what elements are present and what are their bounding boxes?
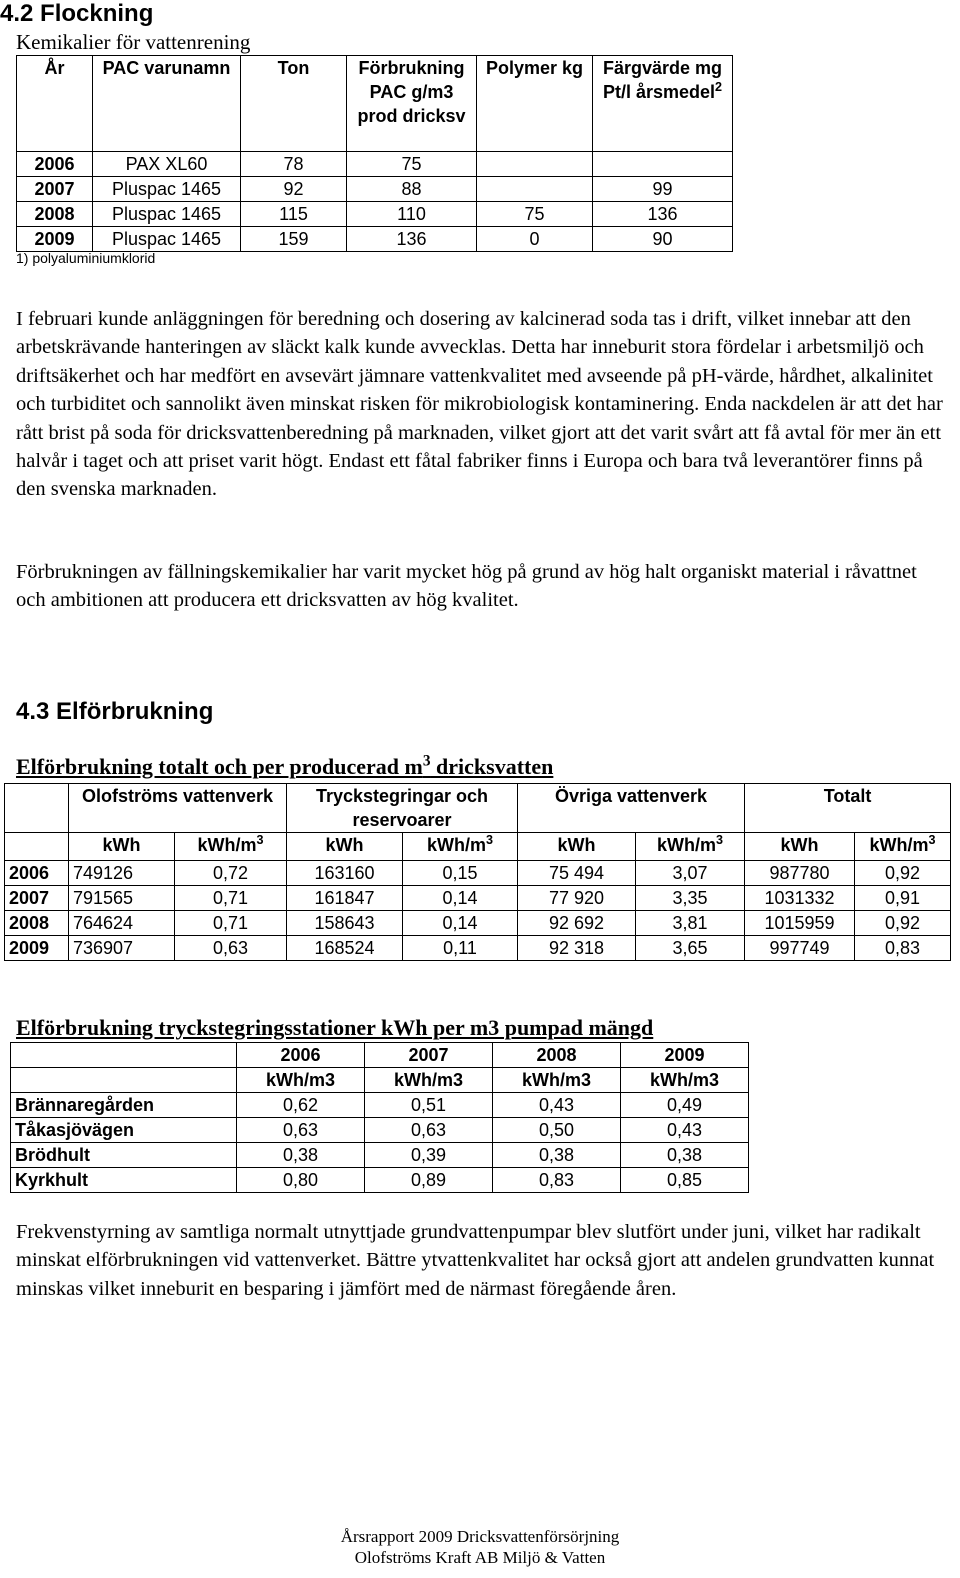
- section-heading-4-3: 4.3 Elförbrukning: [16, 698, 214, 725]
- table-cell: 0,85: [621, 1168, 749, 1193]
- table-cell: 791565: [69, 886, 175, 911]
- year-header: 2009: [621, 1043, 749, 1068]
- table-row: [11, 1168, 749, 1193]
- table-cell: 1031332: [745, 886, 855, 911]
- group-header-other-plants: Övriga vattenverk: [518, 784, 745, 833]
- station-name: Brödhult: [11, 1143, 237, 1168]
- table-cell: Pluspac 1465: [93, 227, 241, 252]
- footer-line-2: Olofströms Kraft AB Miljö & Vatten: [354, 1548, 606, 1567]
- table-cell: 0,71: [175, 886, 287, 911]
- station-name: Brännaregården: [11, 1093, 237, 1118]
- table-cell: 2008: [5, 911, 69, 936]
- table-cell: 2006: [5, 861, 69, 886]
- table-row: [17, 152, 733, 177]
- table-cell: 0,92: [855, 911, 951, 936]
- table-cell: 136: [347, 227, 477, 252]
- table-cell: 0,63: [237, 1118, 365, 1143]
- table-cell: 0,14: [403, 911, 518, 936]
- table-cell: 75: [347, 152, 477, 177]
- chemicals-table-header: [17, 56, 733, 152]
- energy-unit-spacer: [5, 833, 69, 861]
- table-cell: 90: [593, 227, 733, 252]
- table-row: [11, 1118, 749, 1143]
- energy-table: [4, 783, 951, 961]
- energy-table-group-header: [5, 784, 951, 833]
- table-cell: 2007: [17, 177, 93, 202]
- unit-kwh: kWh: [69, 833, 175, 861]
- table-cell: Pluspac 1465: [93, 177, 241, 202]
- unit-superscript: 3: [256, 833, 264, 847]
- table-cell: 0,50: [493, 1118, 621, 1143]
- table-cell: 0,38: [621, 1143, 749, 1168]
- table-row: [5, 861, 951, 886]
- unit-superscript: 3: [928, 833, 936, 847]
- colour-value-label: Färgvärde mg Pt/l årsmedel: [602, 58, 723, 102]
- table-cell: [477, 177, 593, 202]
- energy-table-unit-header: [5, 833, 951, 861]
- table-cell: 88: [347, 177, 477, 202]
- pump-station-header: [11, 1043, 237, 1068]
- table-cell: PAX XL60: [93, 152, 241, 177]
- table-row: [11, 1093, 749, 1118]
- table-cell: Pluspac 1465: [93, 202, 241, 227]
- unit-header: kWh/m3: [365, 1068, 493, 1093]
- table-cell: 158643: [287, 911, 403, 936]
- table-cell: 2007: [5, 886, 69, 911]
- frequency-control-paragraph: Frekvenstyrning av samtliga normalt utnyttjade grundvattenpumpar blev slutfört under juni, vilket har radikalt minskat elförbrukningen vid vattenverket. Bättre ytvattenkvalitet har också gjort att andelen grundvatten kunnat minskas vilket inneburit en besparing i jämfört med de närmast föregående åren.: [16, 1221, 935, 1300]
- unit-kwh: kWh: [518, 833, 636, 861]
- unit-kwh-per-m3: [403, 833, 518, 861]
- table-cell: 0,39: [365, 1143, 493, 1168]
- chemicals-subtitle: Kemikalier för vattenrening: [16, 30, 251, 54]
- table-cell: 161847: [287, 886, 403, 911]
- unit-header: kWh/m3: [493, 1068, 621, 1093]
- table-cell: 92: [241, 177, 347, 202]
- chemicals-footnote: 1) polyaluminiumklorid: [16, 250, 156, 266]
- table-cell: 75: [477, 202, 593, 227]
- colour-value-footnote-mark: 2: [715, 80, 723, 94]
- table-cell: 987780: [745, 861, 855, 886]
- group-header-olofstrom: Olofströms vattenverk: [69, 784, 287, 833]
- unit-kwh-per-m-text: kWh/m: [657, 835, 717, 855]
- pump-table-unit-header: [11, 1068, 749, 1093]
- table-cell: [593, 152, 733, 177]
- footer-line-1: Årsrapport 2009 Dricksvattenförsörjning: [340, 1527, 620, 1546]
- table-cell: 0,72: [175, 861, 287, 886]
- table-cell: 2009: [5, 936, 69, 961]
- table-cell: 736907: [69, 936, 175, 961]
- table-cell: 997749: [745, 936, 855, 961]
- year-header: 2007: [365, 1043, 493, 1068]
- table-cell: 0,38: [237, 1143, 365, 1168]
- pump-table-title: [16, 1015, 653, 1041]
- table-cell: 0,43: [493, 1093, 621, 1118]
- unit-kwh: kWh: [287, 833, 403, 861]
- table-row: [11, 1143, 749, 1168]
- table-cell: 136: [593, 202, 733, 227]
- table-cell: 2008: [17, 202, 93, 227]
- energy-table-title-end: dricksvatten: [430, 754, 554, 779]
- table-cell: 3,07: [636, 861, 745, 886]
- table-cell: 0,14: [403, 886, 518, 911]
- table-row: [5, 911, 951, 936]
- table-cell: 764624: [69, 911, 175, 936]
- table-cell: 3,65: [636, 936, 745, 961]
- col-header-pac-consumption: Förbrukning PAC g/m3 prod dricksv: [347, 56, 477, 152]
- table-cell: 2006: [17, 152, 93, 177]
- table-cell: 78: [241, 152, 347, 177]
- unit-kwh-per-m3: [855, 833, 951, 861]
- table-cell: [477, 152, 593, 177]
- energy-table-title-superscript: 3: [422, 752, 431, 770]
- table-cell: 3,81: [636, 911, 745, 936]
- table-row: [17, 202, 733, 227]
- table-cell: 0,43: [621, 1118, 749, 1143]
- table-cell: 0,49: [621, 1093, 749, 1118]
- pump-table-year-header: [11, 1043, 749, 1068]
- table-row: [5, 936, 951, 961]
- energy-year-header: [5, 784, 69, 833]
- table-cell: 0,63: [175, 936, 287, 961]
- col-header-year: År: [17, 56, 93, 152]
- unit-kwh-per-m-text: kWh/m: [427, 835, 487, 855]
- col-header-colour-value: [593, 56, 733, 152]
- table-cell: 115: [241, 202, 347, 227]
- pump-stations-table: [10, 1042, 749, 1193]
- chemicals-table: [16, 55, 733, 252]
- year-header: 2008: [493, 1043, 621, 1068]
- table-row: [17, 177, 733, 202]
- col-header-polymer: Polymer kg: [477, 56, 593, 152]
- table-cell: 0,15: [403, 861, 518, 886]
- station-name: Kyrkhult: [11, 1168, 237, 1193]
- table-cell: 0,83: [855, 936, 951, 961]
- unit-kwh-per-m-text: kWh/m: [197, 835, 257, 855]
- col-header-pac-name: PAC varunamn: [93, 56, 241, 152]
- pump-table-title-text: Elförbrukning tryckstegringsstationer kWh per m3 pumpad mängd: [16, 1015, 654, 1040]
- table-cell: 75 494: [518, 861, 636, 886]
- table-cell: 749126: [69, 861, 175, 886]
- table-cell: 0,63: [365, 1118, 493, 1143]
- table-cell: 163160: [287, 861, 403, 886]
- table-cell: 99: [593, 177, 733, 202]
- table-cell: 168524: [287, 936, 403, 961]
- table-cell: 77 920: [518, 886, 636, 911]
- table-cell: 0: [477, 227, 593, 252]
- unit-superscript: 3: [716, 833, 724, 847]
- soda-paragraph: I februari kunde anläggningen för beredning och dosering av kalcinerad soda tas i drift, vilket innebar att den arbetskrävande hanteringen av släckt kalk kunde avvecklas. Detta har inneburit stora fördelar i arbetsmiljö och driftsäkerhet och har medfört en avsevärt jämnare vattenkvalitet med avseende på pH-värde, hårdhet, alkalinitet och turbiditet och sannolikt även minskat risken för mikrobiologisk kontaminering. Enda nackdelen är att det har rått brist på soda för dricksvattenberedning på marknaden, vilket gjort att det varit svårt att få avtal för mer än ett halvår i taget och att priset varit högt. Endast ett fåtal fabriker finns i Europa och bara två leverantörer finns på den svenska marknaden.: [16, 308, 943, 501]
- chemicals-consumption-paragraph: Förbrukningen av fällningskemikalier har varit mycket hög på grund av hög halt organiskt material i råvattnet och ambitionen att producera ett dricksvatten av hög kvalitet.: [16, 561, 917, 612]
- table-cell: 0,80: [237, 1168, 365, 1193]
- unit-header: kWh/m3: [237, 1068, 365, 1093]
- table-cell: 3,35: [636, 886, 745, 911]
- energy-table-title: [16, 754, 553, 780]
- unit-header: kWh/m3: [621, 1068, 749, 1093]
- table-cell: 0,71: [175, 911, 287, 936]
- table-cell: 0,91: [855, 886, 951, 911]
- energy-table-title-main: Elförbrukning totalt och per producerad m: [16, 754, 423, 779]
- table-cell: 159: [241, 227, 347, 252]
- unit-kwh-per-m3: [175, 833, 287, 861]
- table-cell: 110: [347, 202, 477, 227]
- table-row: [17, 227, 733, 252]
- table-cell: 92 692: [518, 911, 636, 936]
- table-cell: 0,83: [493, 1168, 621, 1193]
- station-name: Tåkasjövägen: [11, 1118, 237, 1143]
- col-header-ton: Ton: [241, 56, 347, 152]
- table-cell: 0,11: [403, 936, 518, 961]
- table-cell: 2009: [17, 227, 93, 252]
- unit-kwh-per-m-text: kWh/m: [869, 835, 929, 855]
- section-heading-4-2: 4.2 Flockning: [0, 0, 154, 27]
- unit-kwh: kWh: [745, 833, 855, 861]
- table-cell: 0,62: [237, 1093, 365, 1118]
- group-header-pressure-boost: Tryckstegringar och reservoarer: [287, 784, 518, 833]
- table-row: [5, 886, 951, 911]
- pump-unit-spacer: [11, 1068, 237, 1093]
- table-cell: 92 318: [518, 936, 636, 961]
- year-header: 2006: [237, 1043, 365, 1068]
- table-cell: 0,38: [493, 1143, 621, 1168]
- unit-superscript: 3: [486, 833, 494, 847]
- table-cell: 0,92: [855, 861, 951, 886]
- table-cell: 0,51: [365, 1093, 493, 1118]
- table-cell: 1015959: [745, 911, 855, 936]
- table-cell: 0,89: [365, 1168, 493, 1193]
- unit-kwh-per-m3: [636, 833, 745, 861]
- group-header-total: Totalt: [745, 784, 951, 833]
